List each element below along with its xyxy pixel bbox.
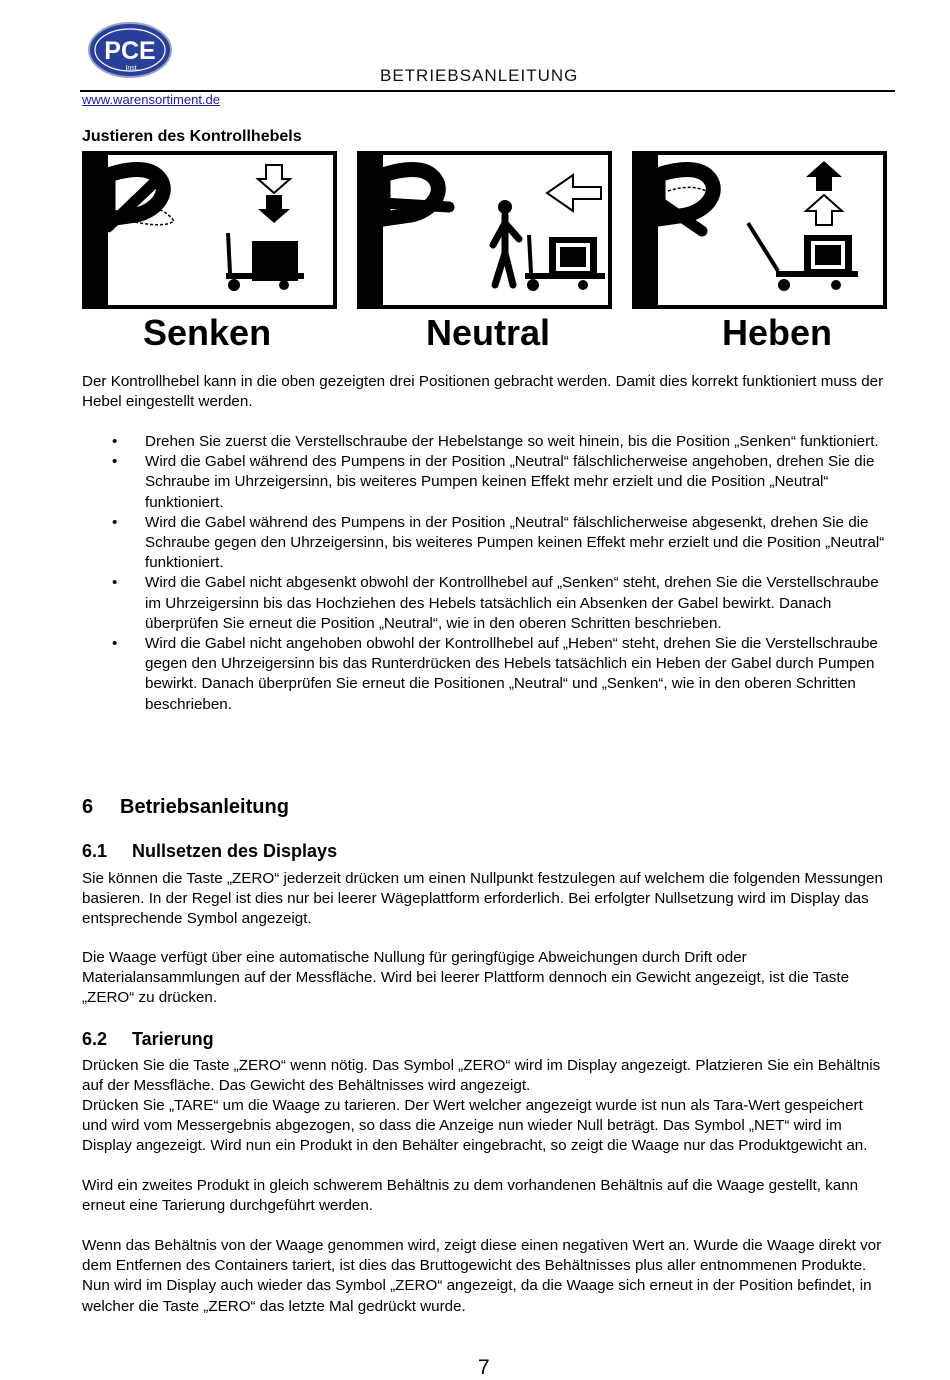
- section-number: 6: [82, 796, 94, 818]
- pce-logo: [88, 22, 172, 78]
- document-title: BETRIEBSANLEITUNG: [380, 66, 579, 85]
- section-title: Betriebsanleitung: [120, 796, 289, 818]
- paragraph: Sie können die Taste „ZERO“ jederzeit drücken um einen Nullpunkt festzulegen auf welchem die folgenden Messungen basieren. In der Regel ist dies nur bei leerer Wägeplattform erforderlich. Bei erfolgter Nullsetzung wird im Display das entsprechende Symbol angezeigt.: [82, 870, 883, 928]
- paragraph: Drücken Sie die Taste „ZERO“ wenn nötig. Das Symbol „ZERO“ wird im Display angezeigt. Platzieren Sie ein Behältnis auf der Messfläche. Das Gewicht des Behältnisses wird angezeigt.: [82, 1057, 881, 1095]
- section-6-1-heading: [82, 841, 337, 862]
- figure-heading: Justieren des Kontrollhebels: [82, 128, 302, 145]
- logo-subtext: Inst.: [125, 65, 139, 72]
- paragraph: Wird ein zweites Produkt in gleich schwerem Behältnis zu dem vorhandenen Behältnis auf die Waage gestellt, kann erneut eine Tarierung durchgeführt werden.: [82, 1177, 859, 1215]
- list-item: • Wird die Gabel nicht angehoben obwohl der Kontrollhebel auf „Heben“ steht, drehen Sie die Verstellschraube gegen den Uhrzeigersinn bis das Runterdrücken des Hebels tatsächlich ein Heben der Gabel durch Pumpen bewirkt. Danach überprüfen Sie erneut die Positionen „Neutral“ und „Senken“, wie in den oberen Schritten beschrieben.: [110, 634, 890, 715]
- logo-text: PCE: [104, 37, 156, 65]
- list-item: • Wird die Gabel während des Pumpens in der Position „Neutral“ fälschlicherweise angehoben, drehen Sie die Schraube im Uhrzeigersinn, bis weiteres Pumpen keinen Effekt mehr erzielt und die Position „Neutral“ funktioniert.: [110, 452, 890, 513]
- paragraph: Die Waage verfügt über eine automatische Nullung für geringfügige Abweichungen durch Drift oder Materialansammlungen auf der Messfläche. Wird bei leerer Plattform dennoch ein Gewicht angezeigt, ist die Taste „ZERO“ zu drücken.: [82, 949, 850, 1007]
- lever-heben-illustration: [632, 151, 887, 309]
- section-title: Tarierung: [132, 1029, 214, 1049]
- section-6-2-heading: [82, 1029, 214, 1050]
- list-item: • Drehen Sie zuerst die Verstellschraube der Hebelstange so weit hinein, bis die Position „Senken“ funktioniert.: [110, 432, 890, 452]
- section-number: 6.2: [82, 1029, 108, 1049]
- section-title: Nullsetzen des Displays: [132, 841, 338, 861]
- label-heben: Heben: [722, 312, 833, 353]
- label-senken: Senken: [143, 312, 272, 353]
- label-neutral: Neutral: [426, 312, 551, 353]
- section-6-heading: [82, 796, 289, 819]
- list-item: • Wird die Gabel während des Pumpens in der Position „Neutral“ fälschlicherweise abgesenkt, drehen Sie die Schraube gegen den Uhrzeigersinn, bis weiteres Pumpen keinen Effekt mehr erzielt und die Position „Neutral“ funktioniert.: [110, 513, 890, 574]
- list-item: • Wird die Gabel nicht abgesenkt obwohl der Kontrollhebel auf „Senken“ steht, drehen Sie die Verstellschraube im Uhrzeigersinn bis das Hochziehen des Hebels tatsächlich ein Absenken der Gabel bewirkt. Danach überprüfen Sie erneut die Position „Neutral“, wie in den oberen Schritten beschrieben.: [110, 573, 890, 634]
- page-number: 7: [478, 1356, 490, 1379]
- paragraph: Drücken Sie „TARE“ um die Waage zu tarieren. Der Wert welcher angezeigt wurde ist nun als Tara-Wert gespeichert und wird vom Messergebnis abgezogen, so dass die Anzeige nun wieder Null beträgt. Das Symbol „NET“ wird im Display angezeigt. Wird nun ein Produkt in den Behälter eingebracht, so zeigt die Waage nur das Produktgewicht an.: [82, 1097, 868, 1155]
- lever-senken-illustration: [82, 151, 337, 309]
- lever-neutral-illustration: [357, 151, 612, 309]
- paragraph: Wenn das Behältnis von der Waage genommen wird, zeigt diese einen negativen Wert an. Wurde die Waage direkt vor dem Entfernen des Containers tariert, ist dies das Bruttogewicht des Behältnisses plus aller entnommenen Produkte. Nun wird im Display auch wieder das Symbol „ZERO“ angezeigt, da die Waage sich erneut in der Position befindet, in welcher die Taste „ZERO“ das letzte Mal gedrückt wurde.: [82, 1237, 882, 1315]
- adjustment-steps-list: [110, 432, 890, 715]
- intro-paragraph: Der Kontrollhebel kann in die oben gezeigten drei Positionen gebracht werden. Damit dies korrekt funktioniert muss der Hebel eingestellt werden.: [82, 373, 884, 411]
- website-link[interactable]: www.warensortiment.de: [82, 92, 220, 107]
- section-number: 6.1: [82, 841, 108, 861]
